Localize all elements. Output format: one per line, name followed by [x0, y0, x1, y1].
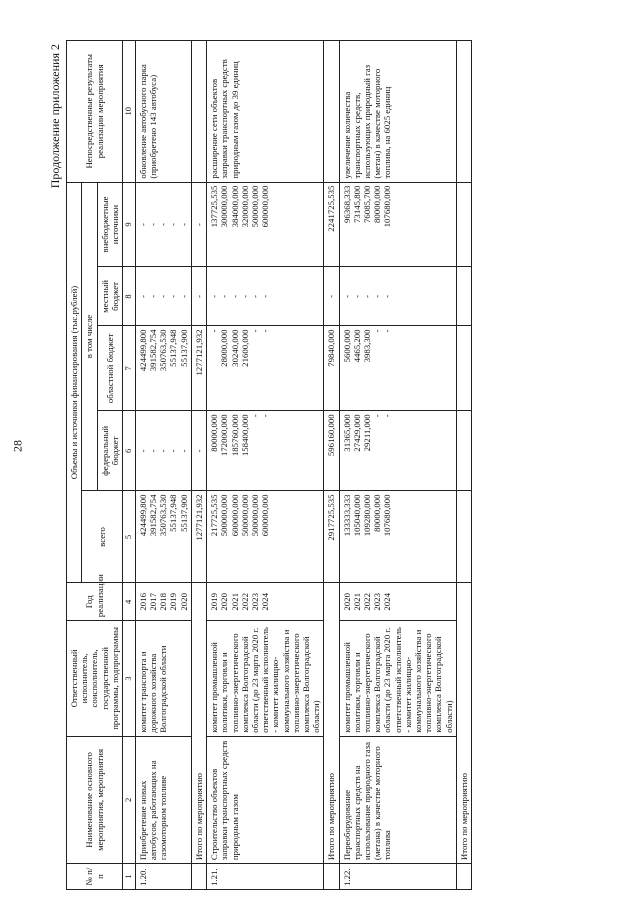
header-name: Наименование основного мероприятия, мероприятия	[67, 736, 123, 863]
value: -	[178, 449, 189, 453]
table-row	[339, 41, 456, 890]
column-number: 5	[123, 491, 136, 583]
row-number: 1.21.	[207, 864, 324, 890]
column-number: 10	[123, 41, 136, 183]
value: 5600,000	[341, 329, 352, 363]
total-cell	[135, 491, 191, 583]
value: 600000,000	[260, 185, 271, 228]
year: 2016	[137, 593, 148, 611]
value: 30240,000	[229, 329, 240, 367]
year: 2020	[341, 593, 352, 611]
value: -	[372, 294, 383, 298]
header-incl: в том числе	[82, 182, 97, 491]
value: 28000,000	[219, 329, 230, 367]
value: -	[168, 223, 179, 226]
extra-cell	[207, 182, 324, 267]
responsible-executor: комитет промышленной политики, торговли и топливно-энергетического комплекса Волгоградской области (до 23 марта 2020 г. ответственный исполнитель - комитет жилищно-коммунального хозяйства и топливно-энергетического комплекса Волгоградской области)	[207, 621, 324, 737]
value: 107680,000	[382, 185, 393, 228]
federal-cell	[207, 411, 324, 491]
column-number: 4	[123, 583, 136, 621]
value: 27429,000	[351, 414, 362, 452]
result-cell: расширение сети объектов заправки транспортных средств природным газом до 39 единиц	[207, 41, 324, 183]
year: 2023	[249, 593, 260, 611]
value: 424499,800	[137, 494, 148, 537]
header-regional: областной бюджет	[97, 326, 122, 411]
value: 391582,754	[148, 494, 159, 537]
years-cell	[135, 583, 191, 621]
header-result: Непосредственные результаты реализации мероприятия	[67, 41, 123, 183]
subtotal-federal: -	[191, 411, 206, 491]
value: 158400,000	[239, 414, 250, 457]
header-year: Год реализации	[67, 583, 123, 621]
value: -	[260, 329, 271, 333]
year: 2021	[229, 593, 240, 611]
value: -	[249, 329, 260, 333]
value: -	[168, 294, 179, 298]
value: -	[148, 223, 159, 226]
column-number: 9	[123, 182, 136, 267]
local-cell	[135, 267, 191, 326]
column-number: 2	[123, 736, 136, 863]
federal-cell	[135, 411, 191, 491]
value: 391582,754	[148, 329, 159, 372]
regional-cell	[339, 326, 456, 411]
years-cell	[207, 583, 324, 621]
subtotal-extra: 2241725,535	[324, 182, 339, 267]
value: -	[178, 294, 189, 298]
value: -	[209, 294, 220, 298]
value: 500000,000	[219, 494, 230, 537]
value: -	[260, 414, 271, 418]
value: 31365,000	[341, 414, 352, 452]
value: 300000,000	[219, 185, 230, 228]
subtotal-regional: 1277121,932	[191, 326, 206, 411]
value: 80000,000	[209, 414, 220, 452]
value: -	[219, 294, 230, 298]
value: 350763,530	[158, 494, 169, 537]
federal-cell	[339, 411, 456, 491]
header-responsible: Ответственный исполнитель, соисполнитель, государственной программы, подпрограммы	[67, 621, 123, 737]
subtotal-federal: 596160,000	[324, 411, 339, 491]
extra-cell	[135, 182, 191, 267]
value: 55137,948	[168, 329, 179, 367]
page-number: 28	[10, 440, 25, 452]
subtotal-row	[324, 41, 339, 890]
value: 600000,000	[229, 494, 240, 537]
value: 600000,000	[260, 494, 271, 537]
extra-cell	[339, 182, 456, 267]
value: -	[372, 329, 383, 333]
year: 2024	[382, 593, 393, 611]
value: 109280,000	[361, 494, 372, 537]
value: 500000,000	[249, 494, 260, 537]
year: 2023	[372, 593, 383, 611]
value: 137725,535	[209, 185, 220, 228]
local-cell	[207, 267, 324, 326]
table-row	[135, 41, 191, 890]
value: 105040,000	[351, 494, 362, 537]
year: 2021	[351, 593, 362, 611]
value: -	[148, 449, 159, 453]
value: 73145,800	[351, 185, 362, 223]
year: 2024	[260, 593, 271, 611]
continuation-title: Продолжение приложения 2	[48, 44, 62, 189]
value: -	[249, 414, 260, 418]
value: 133333,333	[341, 494, 352, 537]
value: -	[137, 294, 148, 298]
responsible-executor: комитет промышленной политики, торговли и топливно-энергетического комплекса Волгоградской области (до 23 марта 2020 г. ответственный исполнитель - комитет жилищно-коммунального хозяйства и топливно-энергетического комплекса Волгоградской области)	[339, 621, 456, 737]
value: 80000,000	[372, 185, 383, 223]
value: -	[158, 223, 169, 226]
header-total: всего	[82, 491, 123, 583]
value: -	[137, 449, 148, 453]
regional-cell	[207, 326, 324, 411]
value: 185760,000	[229, 414, 240, 457]
value: -	[178, 223, 189, 226]
header-funding: Объемы и источники финансирования (тыс.рублей)	[67, 182, 82, 583]
value: 320000,000	[239, 185, 250, 228]
value: -	[341, 294, 352, 298]
value: -	[158, 294, 169, 298]
regional-cell	[135, 326, 191, 411]
subtotal-local: -	[191, 267, 206, 326]
value: -	[148, 294, 159, 298]
activity-name: Приобретение новых автобусов, работающих на газомоторном топливе	[135, 736, 191, 863]
subtotal-regional: 79840,000	[324, 326, 339, 411]
subtotal-row	[191, 41, 206, 890]
subtotal-label: Итого по мероприятию	[456, 583, 471, 864]
value: -	[249, 294, 260, 298]
value: 384000,000	[229, 185, 240, 228]
subtotal-row	[456, 41, 471, 890]
value: -	[137, 223, 148, 226]
value: 424499,800	[137, 329, 148, 372]
row-number: 1.22.	[339, 864, 456, 890]
value: 21600,000	[239, 329, 250, 367]
value: 172000,000	[219, 414, 230, 457]
column-number: 7	[123, 326, 136, 411]
header-extra: внебюджетные источники	[97, 182, 122, 267]
column-number: 8	[123, 267, 136, 326]
value: -	[372, 414, 383, 418]
subtotal-extra: -	[191, 182, 206, 267]
value: 55137,900	[178, 494, 189, 532]
value: 350763,530	[158, 329, 169, 372]
row-number: 1.20.	[135, 864, 191, 890]
result-cell: увеличение количества транспортных средств, использующих природный газ (метан) в качестве моторного топлива, на 6025 единиц	[339, 41, 456, 183]
header-federal: федеральный бюджет	[97, 411, 122, 491]
value: -	[361, 294, 372, 298]
years-cell	[339, 583, 456, 621]
value: 55137,900	[178, 329, 189, 367]
activity-name: Переоборудование транспортных средств на использование природного газа (метана) в качестве моторного топлива	[339, 736, 456, 863]
year: 2019	[209, 593, 220, 611]
value: 107680,000	[382, 494, 393, 537]
activity-name: Строительство объектов заправки транспортных средств природным газом	[207, 736, 324, 863]
value: -	[209, 329, 220, 333]
value: -	[168, 449, 179, 453]
subtotal-label: Итого по мероприятию	[191, 583, 206, 864]
subtotal-total: 1277121,932	[191, 491, 206, 583]
value: 500000,000	[249, 185, 260, 228]
table-row	[207, 41, 324, 890]
value: 4465,200	[351, 329, 362, 363]
value: -	[382, 414, 393, 418]
total-cell	[339, 491, 456, 583]
column-number: 1	[123, 864, 136, 890]
rotated-document-sheet	[48, 40, 608, 890]
value: 55137,948	[168, 494, 179, 532]
year: 2020	[219, 593, 230, 611]
value: -	[239, 294, 250, 298]
result-cell: обновление автобусного парка (приобретено 143 автобуса)	[135, 41, 191, 183]
value: 80000,000	[372, 494, 383, 532]
value: 3983,300	[361, 329, 372, 363]
year: 2022	[239, 593, 250, 611]
year: 2017	[148, 593, 159, 611]
value: -	[382, 329, 393, 333]
value: 29211,000	[361, 414, 372, 452]
total-cell	[207, 491, 324, 583]
value: -	[382, 294, 393, 298]
value: -	[351, 294, 362, 298]
header-local: местный бюджет	[97, 267, 122, 326]
value: 217725,535	[209, 494, 220, 537]
column-number: 6	[123, 411, 136, 491]
year: 2018	[158, 593, 169, 611]
year: 2019	[168, 593, 179, 611]
local-cell	[339, 267, 456, 326]
subtotal-label: Итого по мероприятию	[324, 583, 339, 864]
year: 2022	[361, 593, 372, 611]
subtotal-local: -	[324, 267, 339, 326]
header-no: № п/п	[67, 864, 123, 890]
value: -	[158, 449, 169, 453]
year: 2020	[178, 593, 189, 611]
value: -	[229, 294, 240, 298]
subtotal-total: 2917725,535	[324, 491, 339, 583]
value: -	[260, 294, 271, 298]
funding-table	[66, 40, 472, 890]
value: 500000,000	[239, 494, 250, 537]
value: 96368,333	[341, 185, 352, 223]
column-number: 3	[123, 621, 136, 737]
value: 76085,700	[361, 185, 372, 223]
responsible-executor: комитет транспорта и дорожного хозяйства Волгоградской области	[135, 621, 191, 737]
